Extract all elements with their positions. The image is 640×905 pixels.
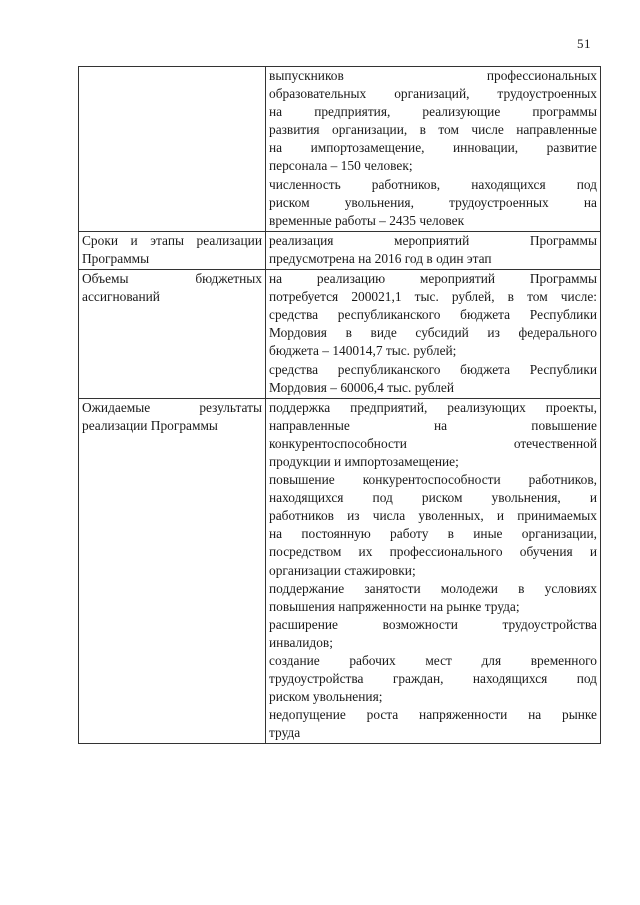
row-content-cell — [266, 270, 601, 399]
content-line: трудоустройства граждан, находящихся под — [269, 671, 597, 687]
content-paragraph — [269, 176, 597, 230]
content-paragraph — [269, 361, 597, 397]
content-line: направленные на повышение — [269, 417, 597, 433]
row-label-cell — [79, 67, 266, 232]
content-line: средства республиканского бюджета Республики — [269, 307, 597, 323]
page-number: 51 — [577, 36, 591, 51]
row-label-cell — [79, 231, 266, 269]
content-line: поддержка предприятий, реализующих проекты, — [269, 399, 597, 415]
content-line: недопущение роста напряженности на рынке — [269, 707, 597, 723]
content-paragraph — [269, 399, 597, 471]
content-line: посредством их профессионального обучения и — [269, 544, 597, 560]
row-label-cell — [79, 270, 266, 399]
content-line: на постоянную работу в иные организации, — [269, 526, 597, 542]
table-row — [79, 67, 601, 232]
row-label-line: Ожидаемые результаты — [82, 399, 262, 415]
content-line: выпускников профессиональных — [269, 68, 597, 83]
content-line: образовательных организаций, трудоустроенных — [269, 86, 597, 102]
content-line: конкурентоспособности отечественной — [269, 435, 597, 451]
content-paragraph — [269, 270, 597, 306]
content-paragraph — [269, 706, 597, 742]
row-label-line: Сроки и этапы реализации — [82, 232, 262, 248]
content-line: развития организации, в том числе направленные — [269, 122, 597, 138]
table-row — [79, 398, 601, 744]
content-paragraph — [269, 580, 597, 616]
content-line: временные работы – 2435 человек — [269, 212, 465, 228]
content-line: на предприятия, реализующие программы — [269, 104, 597, 120]
content-line: находящихся под риском увольнения, и — [269, 490, 597, 506]
row-label-cell — [79, 398, 266, 744]
row-label-line: Программы — [82, 250, 150, 266]
content-line: потребуется 200021,1 тыс. рублей, в том числе: — [269, 289, 597, 305]
content-line: персонала – 150 человек; — [269, 158, 413, 174]
row-content-cell — [266, 398, 601, 744]
table-row — [79, 270, 601, 399]
content-paragraph — [269, 652, 597, 706]
content-line: Мордовия – 60006,4 тыс. рублей — [269, 379, 454, 395]
content-line: работников из числа уволенных, и принимаемых — [269, 508, 597, 524]
program-passport-table — [78, 66, 601, 744]
content-paragraph — [269, 232, 597, 268]
content-line: Мордовия в виде субсидий из федерального — [269, 325, 597, 341]
content-line: продукции и импортозамещение; — [269, 453, 459, 469]
table-row — [79, 231, 601, 269]
content-line: поддержание занятости молодежи в условиях — [269, 580, 597, 596]
content-line: на реализацию мероприятий Программы — [269, 271, 597, 287]
content-line: повышения напряженности на рынке труда; — [269, 598, 520, 614]
row-label-line: Объемы бюджетных — [82, 271, 262, 287]
row-label-line: ассигнований — [82, 289, 160, 305]
content-line: предусмотрена на 2016 год в один этап — [269, 250, 492, 266]
row-content-cell — [266, 231, 601, 269]
content-line: создание рабочих мест для временного — [269, 653, 597, 668]
row-label-line: реализации Программы — [82, 417, 218, 433]
content-line: инвалидов; — [269, 634, 333, 650]
content-line: бюджета – 140014,7 тыс. рублей; — [269, 343, 457, 359]
content-line: на импортозамещение, инновации, развитие — [269, 140, 597, 156]
content-line: труда — [269, 725, 301, 741]
content-paragraph — [269, 616, 597, 652]
content-line: повышение конкурентоспособности работников, — [269, 472, 597, 488]
content-line: риском увольнения; — [269, 689, 383, 705]
content-line: средства республиканского бюджета Республики — [269, 361, 597, 377]
content-paragraph — [269, 306, 597, 360]
content-paragraph — [269, 471, 597, 580]
content-line: риском увольнения, трудоустроенных на — [269, 194, 597, 210]
content-line: расширение возможности трудоустройства — [269, 616, 597, 632]
content-line: организации стажировки; — [269, 562, 416, 578]
content-line: численность работников, находящихся под — [269, 176, 597, 192]
content-paragraph — [269, 67, 597, 176]
content-line: реализация мероприятий Программы — [269, 232, 597, 248]
row-content-cell — [266, 67, 601, 232]
